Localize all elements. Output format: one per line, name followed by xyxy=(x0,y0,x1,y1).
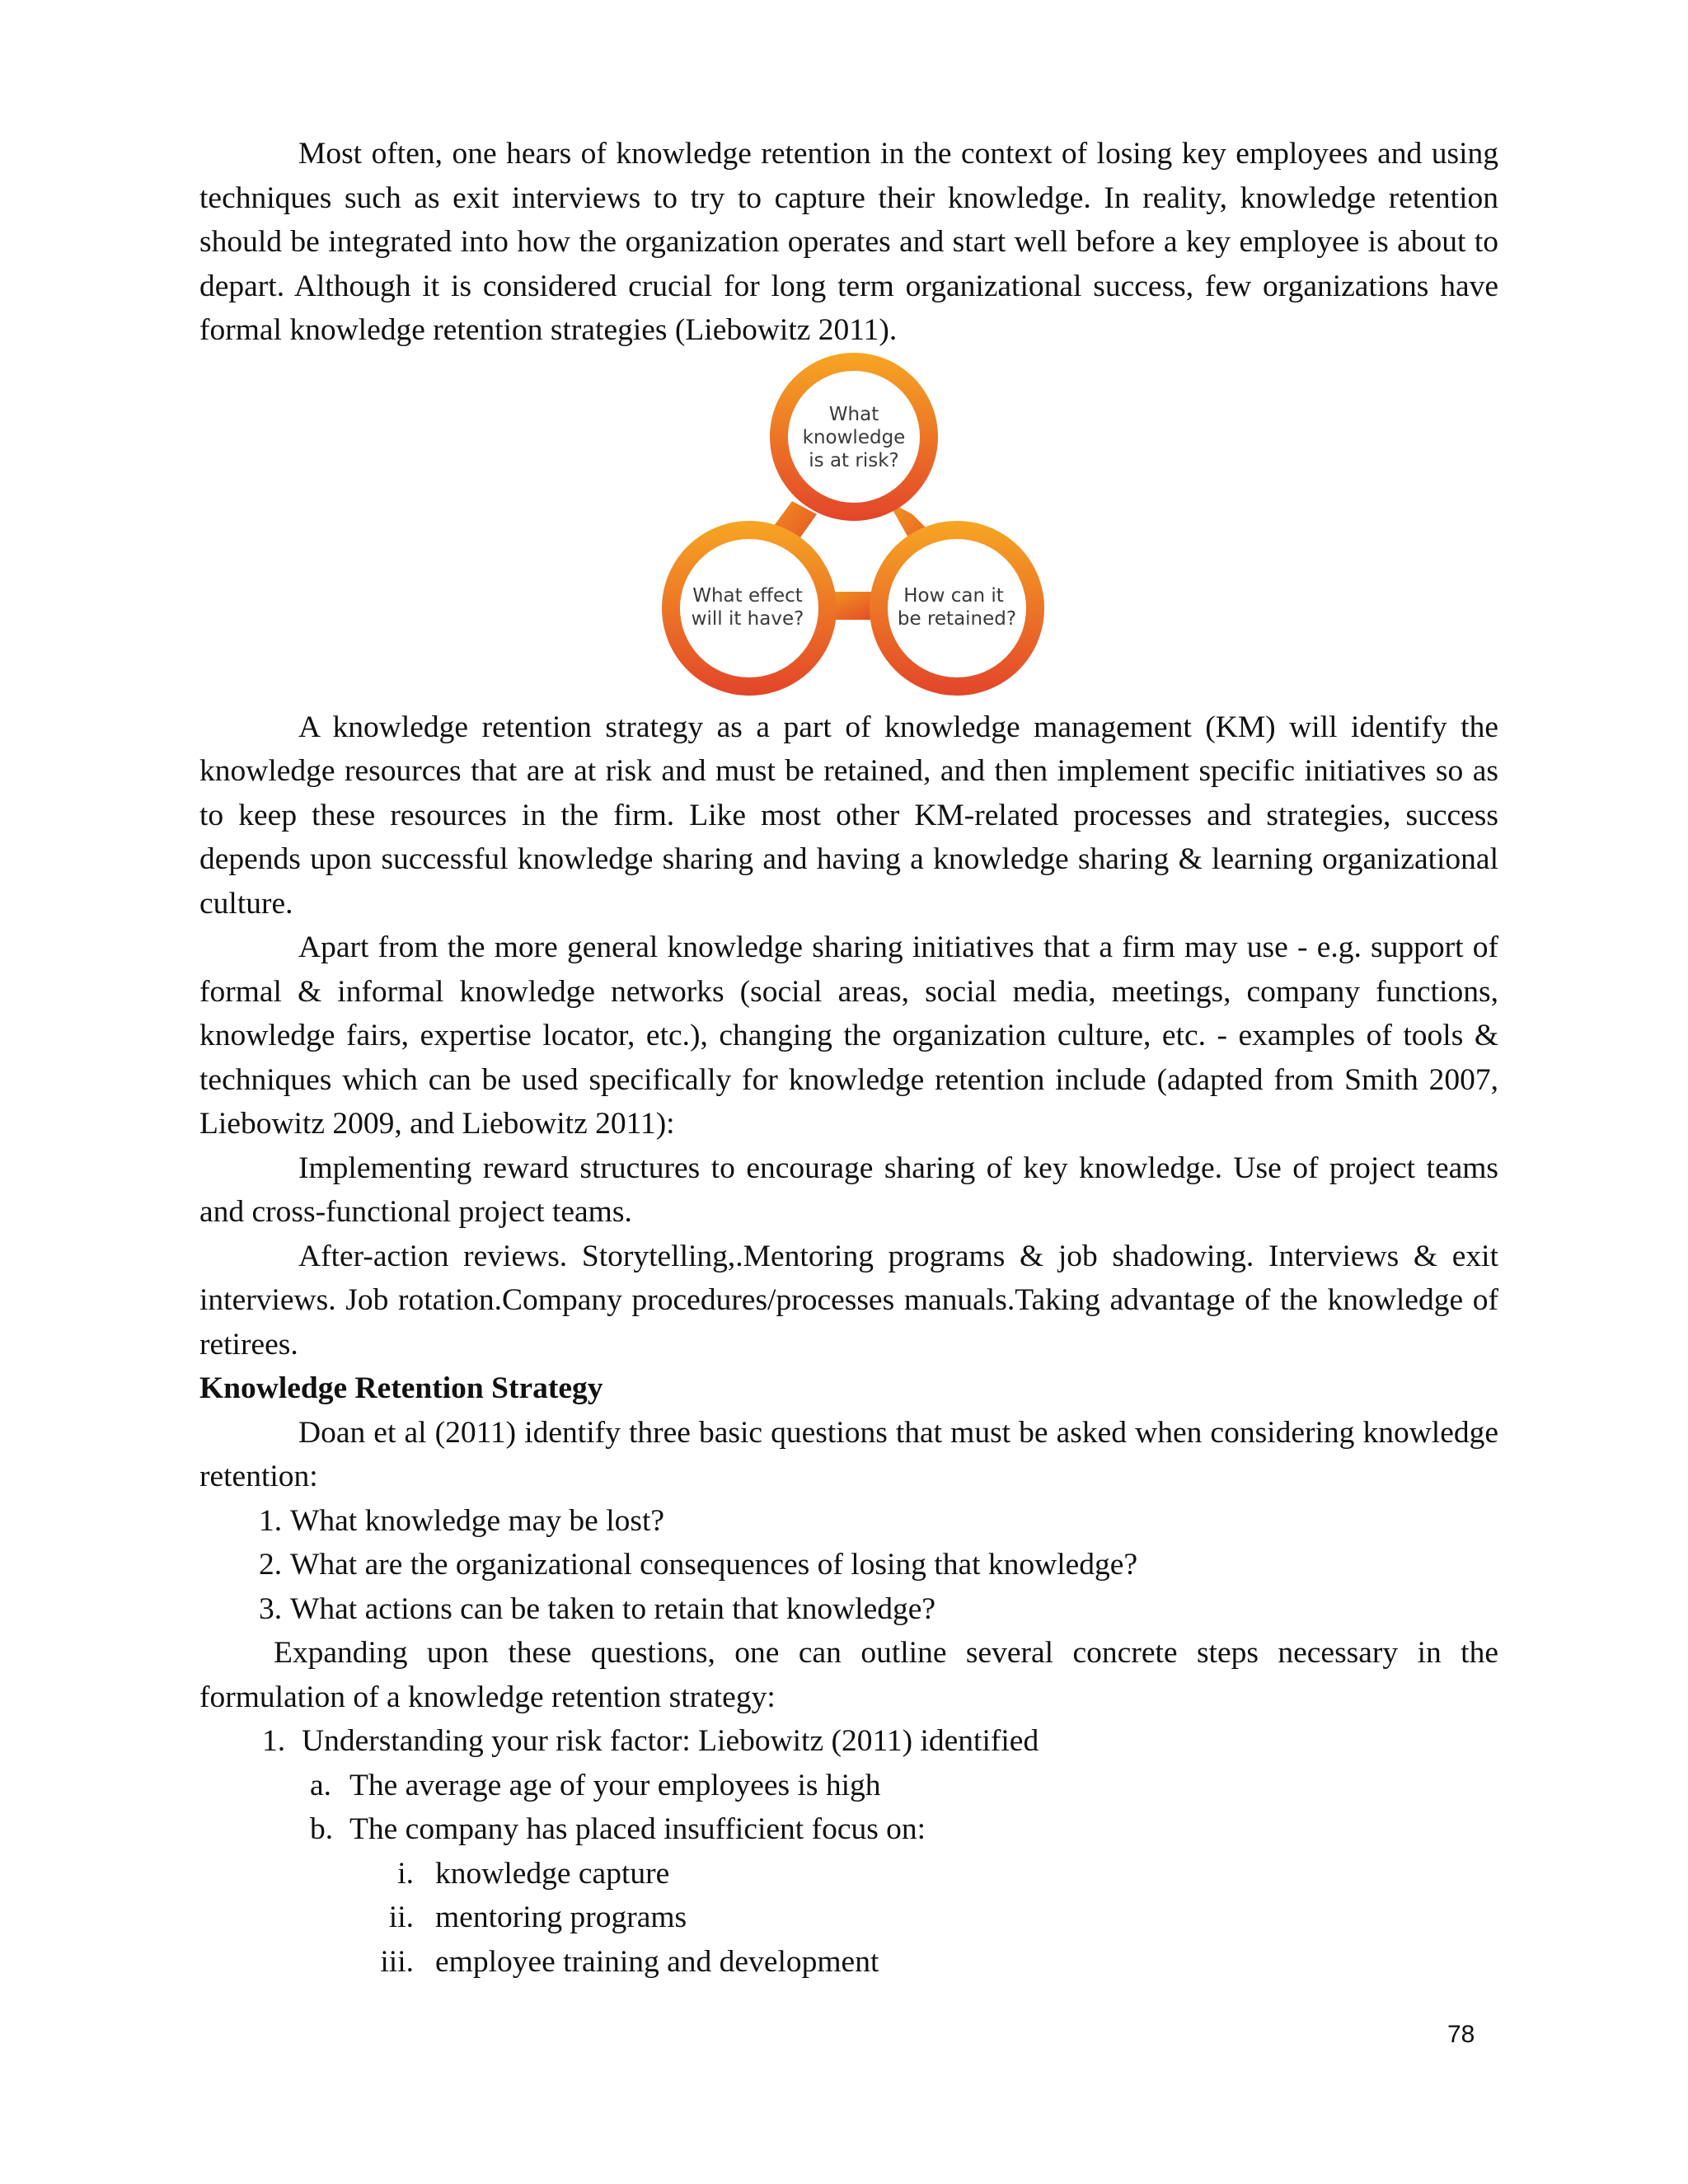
circle-top-line2: knowledge xyxy=(802,426,906,448)
rewards-paragraph: Implementing reward structures to encourage sharing of key knowledge. Use of project teams and cross-functional project teams. xyxy=(199,1151,1498,1229)
substep-letter: a. xyxy=(310,1768,332,1802)
list-number: 2. xyxy=(259,1548,283,1582)
tools-paragraph: Apart from the more general knowledge sharing initiatives that a firm may use - e.g. support of formal & informal knowledge networks (social areas, social media, meetings, company functions, knowledge fairs, expertise locator, etc.), changing the organization culture, etc. - examples of tools & techniques which can be used specifically for knowledge retention include (adapted from Smith 2007, Liebowitz 2009, and Liebowitz 2011): xyxy=(199,930,1498,1141)
steps-list xyxy=(199,1719,1498,1984)
substep-text: The average age of your employees is high xyxy=(349,1768,881,1802)
list-number: 3. xyxy=(259,1591,283,1626)
list-text: What are the organizational consequences of losing that knowledge? xyxy=(290,1548,1138,1582)
list-item xyxy=(199,1499,1498,1544)
step-item xyxy=(199,1719,1498,1764)
step-text: Understanding your risk factor: Liebowitz (2011) identified xyxy=(302,1724,1039,1758)
roman-text: mentoring programs xyxy=(435,1900,687,1934)
roman-item xyxy=(199,1852,1498,1896)
strategy-paragraph: A knowledge retention strategy as a part of knowledge management (KM) will identify the knowledge resources that are at risk and must be retained, and then implement specific initiatives so as to keep these resources in the firm. Like most other KM-related processes and strategies, success depends upon successful knowledge sharing and having a knowledge sharing & learning organizational culture. xyxy=(199,710,1498,921)
circle-left-line1: What effect xyxy=(692,584,803,607)
roman-numeral: i. xyxy=(397,1856,414,1891)
reviews-paragraph: After-action reviews. Storytelling,.Mentoring programs & job shadowing. Interviews & exit interviews. Job rotation.Company procedures/processes manuals.Taking advantage of the knowledge of retirees. xyxy=(199,1239,1498,1361)
knowledge-retention-diagram xyxy=(659,353,1046,705)
step-number: 1. xyxy=(262,1724,286,1758)
roman-item xyxy=(199,1940,1498,1985)
list-number: 1. xyxy=(259,1503,283,1538)
roman-numeral: ii. xyxy=(388,1900,414,1934)
substep-letter: b. xyxy=(310,1812,334,1846)
circle-top-line1: What xyxy=(828,403,879,425)
list-text: What actions can be taken to retain that knowledge? xyxy=(290,1591,936,1626)
circle-left-line2: will it have? xyxy=(691,607,804,630)
diagram-svg xyxy=(659,353,1046,705)
roman-text: knowledge capture xyxy=(435,1856,670,1891)
expanding-paragraph: Expanding upon these questions, one can outline several concrete steps necessary in the formulation of a knowledge retention strategy: xyxy=(199,1636,1498,1714)
circle-left xyxy=(662,521,837,696)
list-item xyxy=(199,1587,1498,1632)
intro-paragraph: Most often, one hears of knowledge retention in the context of losing key employees and using techniques such as exit interviews to try to capture their knowledge. In reality, knowledge retention should be integrated into how the organization operates and start well before a key employee is about to depart. Although it is considered crucial for long term organizational success, few organizations have formal knowledge retention strategies (Liebowitz 2011). xyxy=(199,137,1498,347)
substep-item xyxy=(199,1807,1498,1852)
list-text: What knowledge may be lost? xyxy=(290,1503,665,1538)
substep-item xyxy=(199,1764,1498,1808)
circle-right-line1: How can it xyxy=(903,584,1004,607)
circle-right-line2: be retained? xyxy=(897,607,1017,630)
roman-item xyxy=(199,1896,1498,1940)
substep-text: The company has placed insufficient focus on: xyxy=(349,1812,926,1846)
circle-top xyxy=(770,353,938,521)
roman-text: employee training and development xyxy=(435,1944,879,1979)
section-heading: Knowledge Retention Strategy xyxy=(199,1371,603,1405)
questions-list xyxy=(199,1499,1498,1632)
document-page xyxy=(199,132,1498,1984)
circle-top-line3: is at risk? xyxy=(809,449,899,471)
page-number: 78 xyxy=(1447,2021,1475,2048)
roman-numeral: iii. xyxy=(380,1944,414,1979)
doan-paragraph: Doan et al (2011) identify three basic questions that must be asked when considering knowledge retention: xyxy=(199,1415,1498,1493)
circle-right xyxy=(870,521,1044,696)
list-item xyxy=(199,1543,1498,1587)
